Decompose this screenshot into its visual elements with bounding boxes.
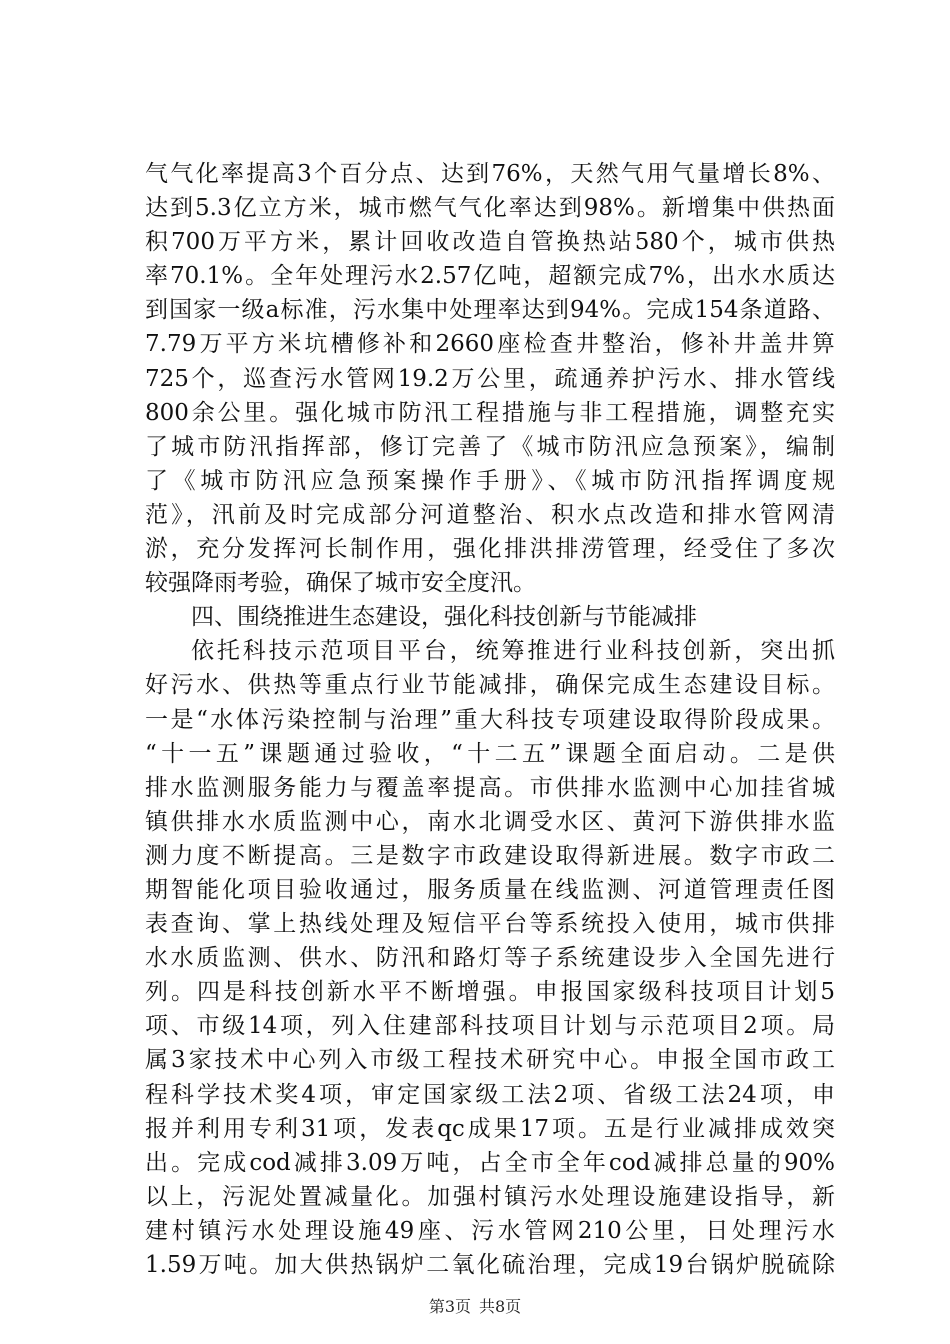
body-text: [145, 157, 835, 1282]
text-line: 依托科技示范项目平台，统筹推进行业科技创新，突出抓: [191, 638, 835, 665]
text-line: 列。四是科技创新水平不断增强。申报国家级科技项目计划5: [145, 979, 835, 1006]
text-line: 属3家技术中心列入市级工程技术研究中心。申报全国市政工: [145, 1047, 835, 1074]
text-line: 表查询、掌上热线处理及短信平台等系统投入使用，城市供排: [145, 911, 835, 938]
text-line: 725个，巡查污水管网19.2万公里，疏通养护污水、排水管线: [145, 365, 835, 392]
text-line: 淤，充分发挥河长制作用，强化排洪排涝管理，经受住了多次: [145, 536, 835, 563]
text-line: 较强降雨考验，确保了城市安全度汛。: [145, 570, 536, 597]
page-total: 共8页: [479, 1297, 522, 1316]
text-line: 了城市防汛指挥部，修订完善了《城市防汛应急预案》，编制: [145, 433, 835, 460]
text-line: 出。完成cod减排3.09万吨，占全市全年cod减排总量的90%: [145, 1149, 835, 1176]
text-line: 水水质监测、供水、防汛和路灯等子系统建设步入全国先进行: [145, 945, 835, 972]
text-line: 项、市级14项，列入住建部科技项目计划与示范项目2项。局: [145, 1013, 835, 1040]
text-line: 以上，污泥处置减量化。加强村镇污水处理设施建设指导，新: [145, 1183, 835, 1210]
text-line: 积700万平方米，累计回收改造自管换热站580个，城市供热: [145, 229, 835, 256]
text-line: 好污水、供热等重点行业节能减排，确保完成生态建设目标。: [145, 672, 835, 699]
text-line: 800余公里。强化城市防汛工程措施与非工程措施，调整充实: [145, 399, 835, 426]
text-line: 范》，汛前及时完成部分河道整治、积水点改造和排水管网清: [145, 501, 835, 528]
text-line: 气气化率提高3个百分点、达到76%，天然气用气量增长8%、: [145, 161, 835, 187]
text-line: 了《城市防汛应急预案操作手册》、《城市防汛指挥调度规: [145, 467, 835, 494]
text-line: 7.79万平方米坑槽修补和2660座检查井整治，修补井盖井箅: [145, 331, 835, 358]
text-line: 排水监测服务能力与覆盖率提高。市供排水监测中心加挂省城: [145, 774, 835, 801]
page-footer: [0, 1296, 950, 1318]
text-line: 达到5.3亿立方米，城市燃气气化率达到98%。新增集中供热面: [145, 195, 835, 222]
page-number: 第3页: [428, 1297, 471, 1316]
text-line: 率70.1%。全年处理污水2.57亿吨，超额完成7%，出水水质达: [145, 263, 835, 290]
text-line: 建村镇污水处理设施49座、污水管网210公里，日处理污水: [145, 1217, 835, 1244]
text-line: 期智能化项目验收通过，服务质量在线监测、河道管理责任图: [145, 876, 835, 903]
text-line: “十一五”课题通过验收，“十二五”课题全面启动。二是供: [145, 740, 835, 767]
text-line: 报并利用专利31项，发表qc成果17项。五是行业减排成效突: [145, 1115, 835, 1142]
text-line: 1.59万吨。加大供热锅炉二氧化硫治理，完成19台锅炉脱硫除: [145, 1252, 835, 1278]
text-line: 程科学技术奖4项，审定国家级工法2项、省级工法24项，申: [145, 1081, 835, 1108]
text-line: 一是“水体污染控制与治理”重大科技专项建设取得阶段成果。: [145, 706, 835, 733]
text-line: 镇供排水水质监测中心，南水北调受水区、黄河下游供排水监: [145, 808, 835, 835]
text-line: 到国家一级a标准，污水集中处理率达到94%。完成154条道路、: [145, 297, 835, 324]
text-line: 测力度不断提高。三是数字市政建设取得新进展。数字市政二: [145, 842, 835, 869]
section-heading: 四、围绕推进生态建设，强化科技创新与节能减排: [191, 604, 697, 631]
